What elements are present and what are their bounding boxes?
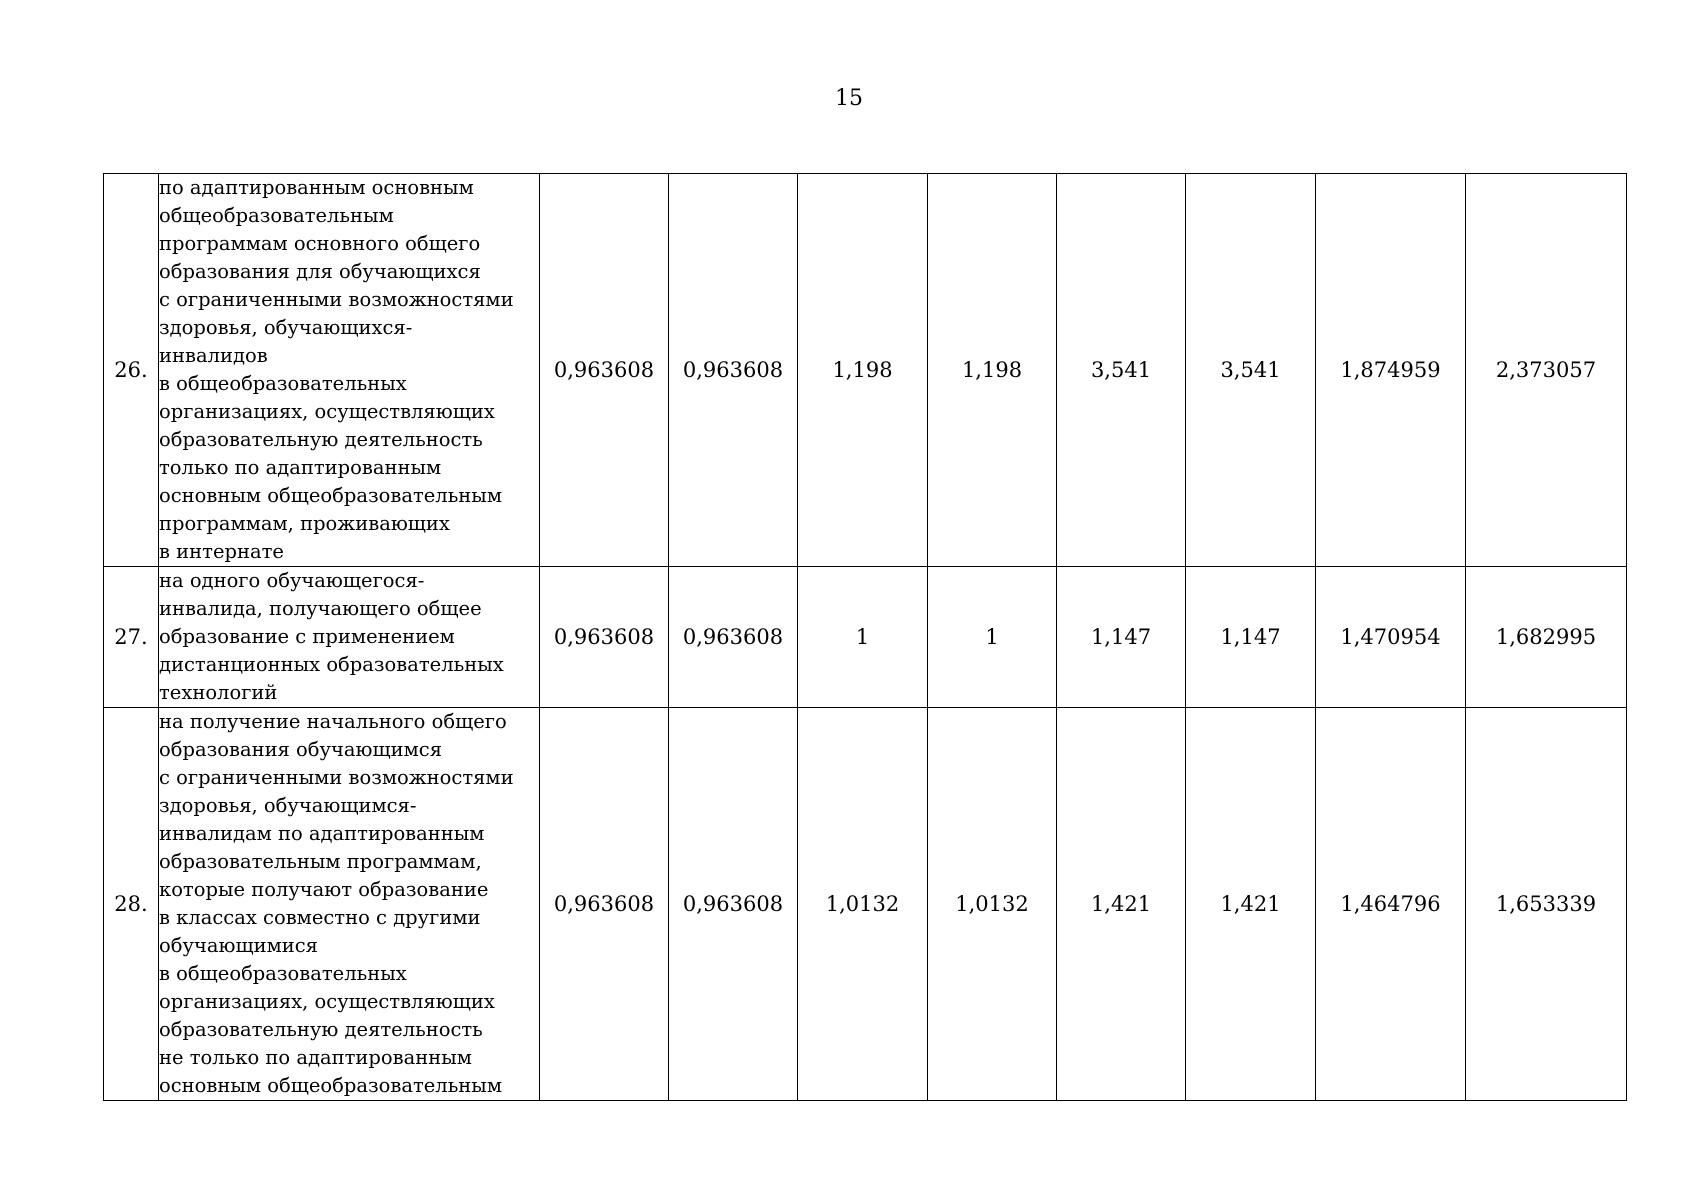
value-cell: 3,541: [1186, 174, 1316, 567]
description-line: дистанционных образовательных: [159, 653, 504, 676]
value-cell: 1,198: [928, 174, 1057, 567]
row-number: 26.: [104, 174, 159, 567]
description-line: по адаптированным основным: [159, 176, 474, 199]
value-cell: 1,470954: [1316, 567, 1466, 708]
description-line: только по адаптированным: [159, 456, 442, 479]
value-cell: 1,653339: [1466, 708, 1627, 1101]
description-line: организациях, осуществляющих: [159, 990, 495, 1013]
description-line: образования для обучающихся: [159, 260, 481, 283]
value-cell: 1: [928, 567, 1057, 708]
description-line: технологий: [159, 681, 278, 704]
page-number: 15: [835, 86, 863, 111]
value-cell: 1,147: [1057, 567, 1186, 708]
value-cell: 1,421: [1057, 708, 1186, 1101]
value-cell: 1,0132: [798, 708, 928, 1101]
description-line: обучающимися: [159, 934, 318, 957]
description-line: основным общеобразовательным: [159, 484, 502, 507]
coefficients-table: [103, 173, 1627, 1101]
description-line: образовательную деятельность: [159, 1018, 483, 1041]
description-line: программам, проживающих: [159, 512, 450, 535]
value-cell: 1,0132: [928, 708, 1057, 1101]
description-line: программам основного общего: [159, 232, 481, 255]
value-cell: 1,874959: [1316, 174, 1466, 567]
description-line: инвалида, получающего общее: [159, 597, 482, 620]
table-row: [104, 567, 1627, 708]
description-line: с ограниченными возможностями: [159, 766, 514, 789]
value-cell: 0,963608: [540, 708, 669, 1101]
description-line: образовательную деятельность: [159, 428, 483, 451]
value-cell: 0,963608: [669, 174, 798, 567]
description-line: в общеобразовательных: [159, 962, 407, 985]
description-line: образовательным программам,: [159, 850, 482, 873]
value-cell: 1: [798, 567, 928, 708]
description-line: которые получают образование: [159, 878, 489, 901]
description-line: на одного обучающегося-: [159, 569, 425, 592]
description-line: с ограниченными возможностями: [159, 288, 514, 311]
description-line: в интернате: [159, 540, 284, 563]
value-cell: 0,963608: [669, 708, 798, 1101]
value-cell: 1,198: [798, 174, 928, 567]
description-line: инвалидам по адаптированным: [159, 822, 485, 845]
description-line: здоровья, обучающихся-: [159, 316, 413, 339]
description-line: на получение начального общего: [159, 710, 507, 733]
description-line: не только по адаптированным: [159, 1046, 472, 1069]
value-cell: 0,963608: [540, 174, 669, 567]
row-number: 27.: [104, 567, 159, 708]
description-line: основным общеобразовательным: [159, 1074, 502, 1097]
value-cell: 1,147: [1186, 567, 1316, 708]
row-number: 28.: [104, 708, 159, 1101]
row-description: [159, 174, 540, 567]
value-cell: 1,682995: [1466, 567, 1627, 708]
value-cell: 1,464796: [1316, 708, 1466, 1101]
value-cell: 2,373057: [1466, 174, 1627, 567]
description-line: общеобразовательным: [159, 204, 394, 227]
description-line: в общеобразовательных: [159, 372, 407, 395]
description-line: здоровья, обучающимся-: [159, 794, 417, 817]
description-line: инвалидов: [159, 344, 268, 367]
description-line: в классах совместно с другими: [159, 906, 481, 929]
value-cell: 0,963608: [669, 567, 798, 708]
value-cell: 1,421: [1186, 708, 1316, 1101]
description-line: образование с применением: [159, 625, 455, 648]
description-line: организациях, осуществляющих: [159, 400, 495, 423]
table-row: [104, 708, 1627, 1101]
description-line: образования обучающимся: [159, 738, 443, 761]
row-description: [159, 567, 540, 708]
table-row: [104, 174, 1627, 567]
value-cell: 0,963608: [540, 567, 669, 708]
row-description: [159, 708, 540, 1101]
value-cell: 3,541: [1057, 174, 1186, 567]
